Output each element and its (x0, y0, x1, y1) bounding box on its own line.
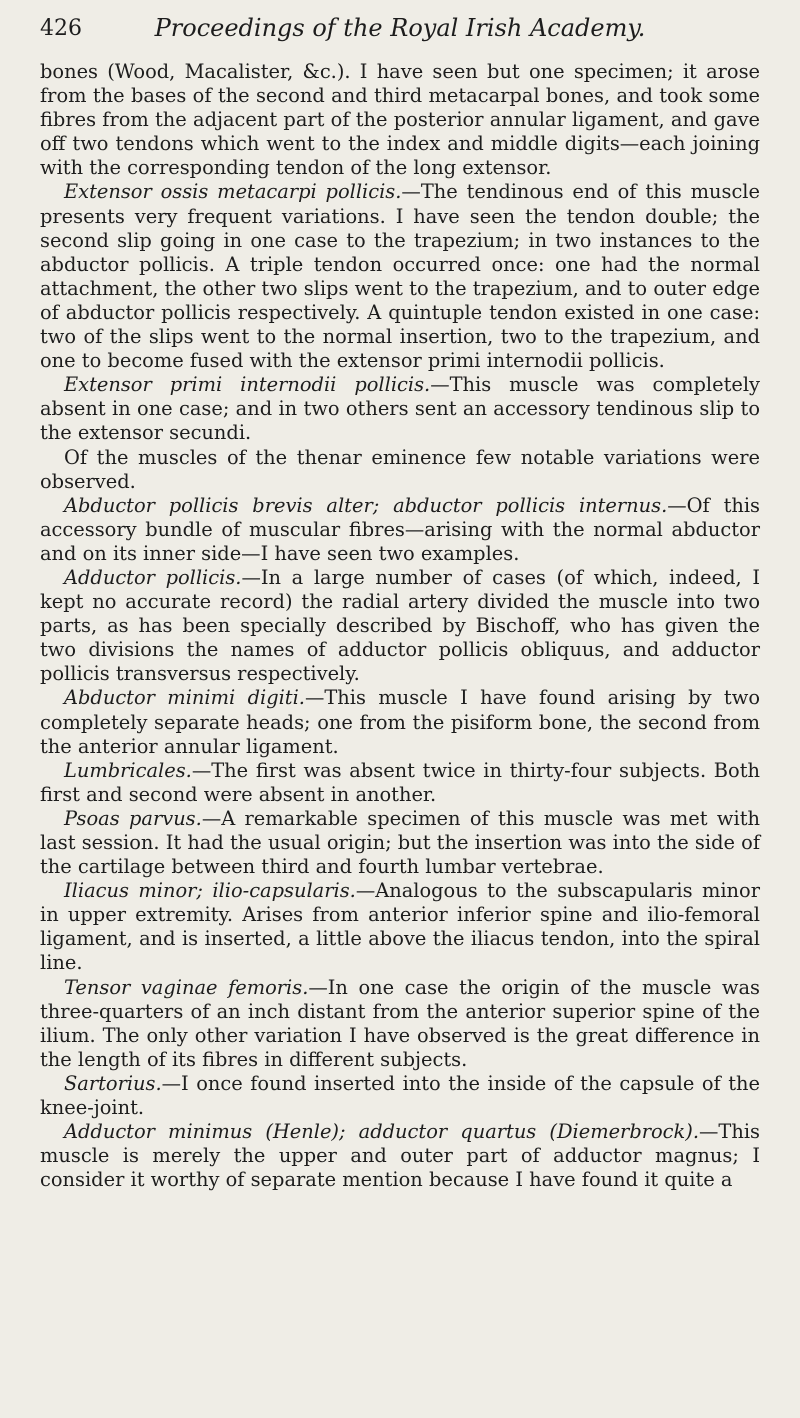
section-term: Abductor minimi digiti. (64, 686, 305, 710)
paragraph-text: —I once found inserted into the inside of the capsule of the knee-joint. (40, 1071, 760, 1120)
paragraph-text: —This muscle was completely absent in one case; and in two others sent an accessory tendinous slip to the extensor secundi. (40, 373, 760, 445)
paragraph-sartorius (40, 1072, 760, 1120)
section-term: Tensor vaginae femoris. (64, 975, 309, 999)
section-term: Adductor minimus (Henle); adductor quartus (Diemerbrock). (64, 1120, 700, 1144)
section-term: Iliacus minor; ilio-capsularis. (64, 879, 356, 903)
section-term: Lumbricales. (64, 758, 192, 782)
page-header (40, 10, 760, 50)
paragraph-text: —The first was absent twice in thirty-four subjects. Both first and second were absent in another. (40, 758, 760, 806)
paragraph-text: —This muscle I have found arising by two completely separate heads; one from the pisiform bone, the second from the anterior annular ligament. (40, 686, 760, 758)
paragraph-text: —A remarkable specimen of this muscle was met with last session. It had the usual origin; but the insertion was into the side of the cartilage between third and fourth lumbar vertebrae. (40, 806, 760, 879)
paragraph-thenar-intro (40, 446, 760, 494)
section-term: Extensor ossis metacarpi pollicis. (64, 180, 402, 204)
paragraph-text: —Of this accessory bundle of muscular fibres—arising with the normal abductor and on its inner side—I have seen two examples. (40, 493, 761, 565)
section-term: Psoas parvus. (64, 806, 202, 830)
paragraph-lumbricales (40, 759, 760, 807)
paragraph-text: —The tendinous end of this muscle presents very frequent variations. I have seen the tendon double; the second slip going in one case to the trapezium; in two instances to the abductor pollicis. A triple tendon occurred once: one had the normal attachment, the other two slips went to the trapezium, and to outer edge of abductor pollicis respectively. A quintuple tendon existed in one case: two of the slips went to the normal insertion, two to the trapezium, and one to become fused with the extensor primi internodii pollicis. (40, 180, 760, 373)
page-number: 426 (40, 16, 82, 41)
paragraph-text: —In a large number of cases (of which, indeed, I kept no accurate record) the radial artery divided the muscle into two parts, as has been specially described by Bischoff, who has given the two divisions the names of adductor pollicis obliquus, and adductor pollicis transversus respectively. (40, 565, 760, 686)
section-term: Sartorius. (64, 1071, 162, 1095)
paragraph-continuation (40, 60, 760, 180)
paragraph-text: Of the muscles of the thenar eminence few notable variations were observed. (40, 445, 760, 493)
running-title: Proceedings of the Royal Irish Academy. (154, 14, 646, 42)
section-term: Adductor pollicis. (64, 565, 242, 589)
paragraph-iliacus-minor (40, 879, 760, 975)
paragraph-adductor-minimus (40, 1120, 760, 1192)
paragraph-text: —This muscle is merely the upper and outer part of adductor magnus; I consider it worthy of separate mention because I have found it quite a (40, 1120, 760, 1192)
paragraph-tensor-vaginae-femoris (40, 976, 760, 1072)
paragraph-abductor-minimi-digiti (40, 686, 760, 758)
paragraph-extensor-ossis-metacarpi (40, 180, 760, 373)
paragraph-adductor-pollicis (40, 566, 760, 686)
paragraph-extensor-primi-internodii (40, 373, 760, 445)
body-text (40, 60, 760, 1192)
section-term: Extensor primi internodii pollicis. (64, 373, 431, 397)
section-term: Abductor pollicis brevis alter; abductor pollicis internus. (64, 493, 668, 517)
paragraph-text: —In one case the origin of the muscle was three-quarters of an inch distant from the anterior superior spine of the ilium. The only other variation I have observed is the great difference in the length of its fibres in different subjects. (40, 975, 760, 1071)
paragraph-psoas-parvus (40, 807, 760, 879)
paragraph-text: —Analogous to the subscapularis minor in upper extremity. Arises from anterior inferior spine and ilio-femoral ligament, and is inserted, a little above the iliacus tendon, into the spiral line. (40, 879, 760, 975)
paragraph-text: bones (Wood, Macalister, &c.). I have seen but one specimen; it arose from the bases of the second and third metacarpal bones, and took some fibres from the adjacent part of the posterior annular ligament, and gave off two tendons which went to the index and middle digits—each joining with the corresponding tendon of the long extensor. (40, 60, 760, 180)
paragraph-abductor-pollicis-brevis-alter (40, 494, 760, 566)
